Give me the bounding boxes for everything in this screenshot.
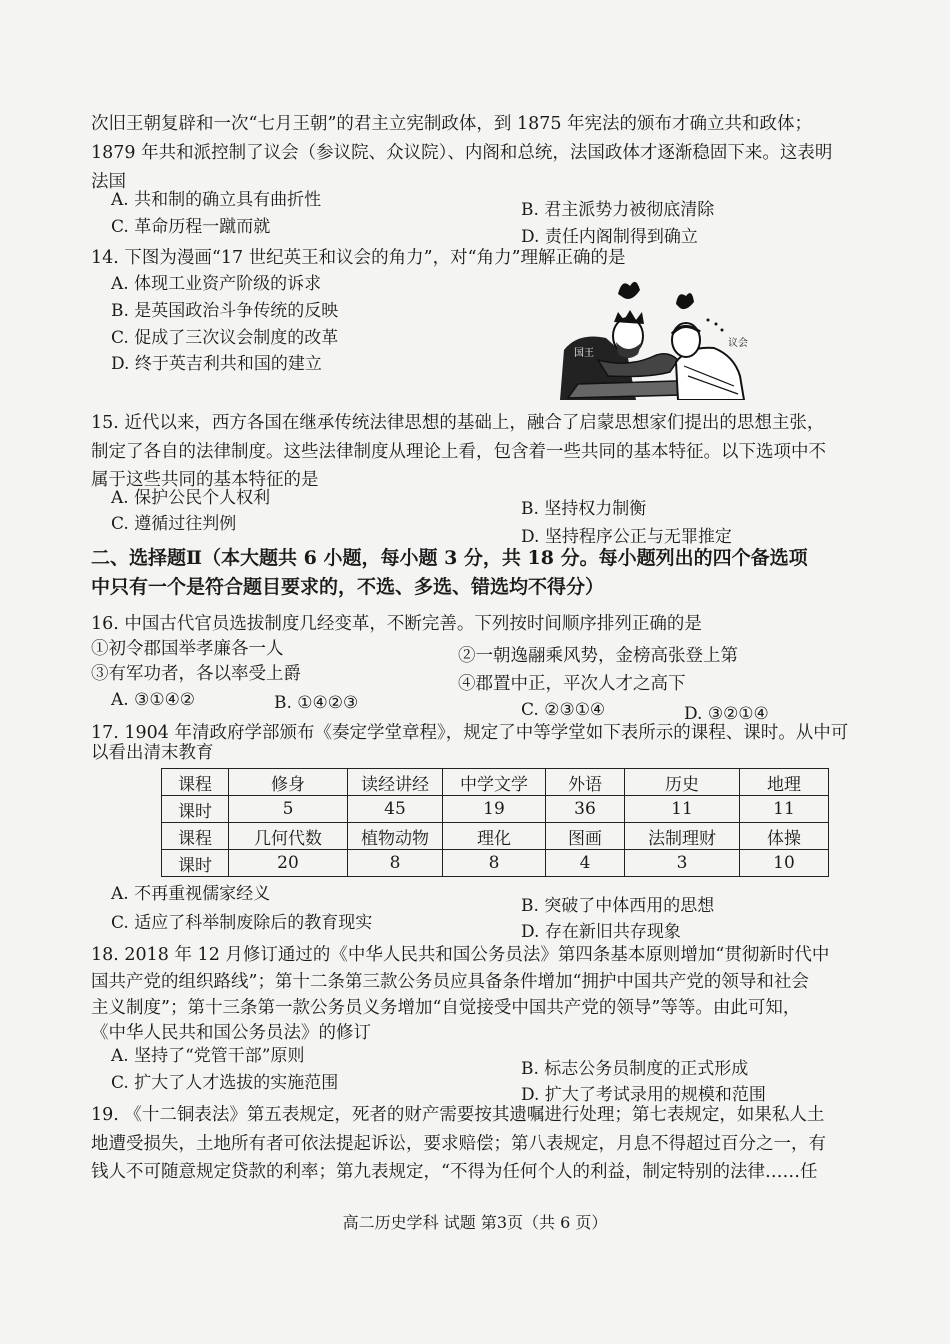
table-cell: 课程 bbox=[162, 769, 229, 796]
q13-option-d[interactable]: D. 责任内阁制得到确立 bbox=[521, 227, 698, 247]
table-cell: 体操 bbox=[740, 823, 829, 850]
table-cell: 课时 bbox=[162, 850, 229, 877]
q19-stem-line3: 钱人不可随意规定贷款的利率；第九表规定，“不得为任何个人的利益，制定特别的法律……任 bbox=[91, 1162, 818, 1182]
table-cell: 11 bbox=[625, 796, 740, 823]
q18-option-b[interactable]: B. 标志公务员制度的正式形成 bbox=[521, 1059, 749, 1079]
q16-option-a[interactable]: A. ③①④② bbox=[111, 690, 196, 710]
section-2-heading-line1: 二、选择题Ⅱ（本大题共 6 小题，每小题 3 分，共 18 分。每小题列出的四个备选项 bbox=[91, 547, 808, 569]
q15-stem-line2: 制定了各自的法律制度。这些法律制度从理论上看，包含着一些共同的基本特征。以下选项中不 bbox=[91, 442, 826, 462]
table-cell: 法制理财 bbox=[625, 823, 740, 850]
q18-option-d[interactable]: D. 扩大了考试录用的规模和范围 bbox=[521, 1085, 766, 1105]
table-cell: 理化 bbox=[443, 823, 546, 850]
table-cell: 中学文学 bbox=[443, 769, 546, 796]
q19-stem-line2: 地遭受损失，土地所有者可依法提起诉讼，要求赔偿；第八表规定，月息不得超过百分之一，有 bbox=[91, 1134, 826, 1154]
table-cell: 几何代数 bbox=[229, 823, 348, 850]
table-cell: 图画 bbox=[546, 823, 625, 850]
q16-item-4: ④郡置中正，平次人才之高下 bbox=[458, 674, 686, 694]
q15-stem-line3: 属于这些共同的基本特征的是 bbox=[91, 470, 319, 490]
table-cell: 36 bbox=[546, 796, 625, 823]
q14-option-c[interactable]: C. 促成了三次议会制度的改革 bbox=[111, 328, 339, 348]
table-cell: 课程 bbox=[162, 823, 229, 850]
q17-option-c[interactable]: C. 适应了科举制废除后的教育现实 bbox=[111, 913, 373, 933]
q18-stem-line2: 国共产党的组织路线”；第十二条第三款公务员应具备条件增加“拥护中国共产党的领导和社会 bbox=[91, 972, 809, 992]
table-cell: 20 bbox=[229, 850, 348, 877]
cartoon-label-parliament: 议会 bbox=[728, 338, 748, 349]
table-cell: 历史 bbox=[625, 769, 740, 796]
q16-option-c[interactable]: C. ②③①④ bbox=[521, 700, 606, 720]
q16-item-3: ③有军功者，各以率受上爵 bbox=[91, 664, 301, 684]
table-cell: 8 bbox=[348, 850, 443, 877]
q15-option-b[interactable]: B. 坚持权力制衡 bbox=[521, 499, 647, 519]
q16-item-1: ①初令郡国举孝廉各一人 bbox=[91, 639, 284, 659]
table-cell: 11 bbox=[740, 796, 829, 823]
table-cell: 修身 bbox=[229, 769, 348, 796]
q14-stem: 14. 下图为漫画“17 世纪英王和议会的角力”，对“角力”理解正确的是 bbox=[91, 248, 626, 268]
q15-stem-line1: 15. 近代以来，西方各国在继承传统法律思想的基础上，融合了启蒙思想家们提出的思想主张， bbox=[91, 413, 825, 433]
table-cell: 读经讲经 bbox=[348, 769, 443, 796]
table-cell: 19 bbox=[443, 796, 546, 823]
cartoon-king-vs-parliament-image bbox=[558, 276, 758, 400]
table-row bbox=[162, 823, 829, 850]
q13-stem-line1: 次旧王朝复辟和一次“七月王朝”的君主立宪制政体，到 1875 年宪法的颁布才确立共和政体； bbox=[91, 114, 813, 134]
q14-option-b[interactable]: B. 是英国政治斗争传统的反映 bbox=[111, 301, 339, 321]
q18-stem-line3: 主义制度”；第十三条第一款公务员义务增加“自觉接受中国共产党的领导”等等。由此可知， bbox=[91, 998, 801, 1018]
q19-stem-line1: 19. 《十二铜表法》第五表规定，死者的财产需要按其遗嘱进行处理；第七表规定，如果私人土 bbox=[91, 1105, 825, 1125]
section-2-heading-line2: 中只有一个是符合题目要求的，不选、多选、错选均不得分） bbox=[91, 576, 605, 598]
table-cell: 课时 bbox=[162, 796, 229, 823]
q18-option-a[interactable]: A. 坚持了“党管干部”原则 bbox=[111, 1046, 305, 1066]
table-cell: 45 bbox=[348, 796, 443, 823]
table-row bbox=[162, 850, 829, 877]
q15-option-d[interactable]: D. 坚持程序公正与无罪推定 bbox=[521, 527, 732, 547]
q17-stem-line2: 以看出清末教育 bbox=[91, 743, 214, 763]
table-cell: 3 bbox=[625, 850, 740, 877]
table-row bbox=[162, 769, 829, 796]
table-cell: 8 bbox=[443, 850, 546, 877]
table-cell: 外语 bbox=[546, 769, 625, 796]
q18-stem-line1: 18. 2018 年 12 月修订通过的《中华人民共和国公务员法》第四条基本原则增加“贯彻新时代中 bbox=[91, 945, 830, 965]
table-cell: 5 bbox=[229, 796, 348, 823]
table-row bbox=[162, 796, 829, 823]
q14-option-a[interactable]: A. 体现工业资产阶级的诉求 bbox=[111, 274, 322, 294]
q13-option-b[interactable]: B. 君主派势力被彻底清除 bbox=[521, 200, 715, 220]
q17-option-a[interactable]: A. 不再重视儒家经义 bbox=[111, 884, 271, 904]
cartoon-label-king: 国王 bbox=[574, 348, 594, 359]
q16-option-b[interactable]: B. ①④②③ bbox=[274, 693, 359, 713]
curriculum-table bbox=[161, 768, 829, 877]
q15-option-a[interactable]: A. 保护公民个人权利 bbox=[111, 488, 271, 508]
q15-option-c[interactable]: C. 遵循过往判例 bbox=[111, 514, 237, 534]
q16-option-d[interactable]: D. ③②①④ bbox=[684, 704, 769, 724]
table-cell: 4 bbox=[546, 850, 625, 877]
q13-option-a[interactable]: A. 共和制的确立具有曲折性 bbox=[111, 190, 322, 210]
q17-stem-line1: 17. 1904 年清政府学部颁布《奏定学堂章程》，规定了中等学堂如下表所示的课程、课时。从中可 bbox=[91, 723, 849, 743]
page-footer: 高二历史学科 试题 第3页（共 6 页） bbox=[342, 1213, 608, 1232]
q18-stem-line4: 《中华人民共和国公务员法》的修订 bbox=[91, 1023, 371, 1043]
q13-option-c[interactable]: C. 革命历程一蹴而就 bbox=[111, 217, 271, 237]
q17-option-d[interactable]: D. 存在新旧共存现象 bbox=[521, 922, 681, 942]
q18-option-c[interactable]: C. 扩大了人才选拔的实施范围 bbox=[111, 1073, 339, 1093]
table-cell: 10 bbox=[740, 850, 829, 877]
q14-option-d[interactable]: D. 终于英吉利共和国的建立 bbox=[111, 354, 322, 374]
q13-stem-line3: 法国 bbox=[91, 172, 126, 192]
table-cell: 地理 bbox=[740, 769, 829, 796]
table-cell: 植物动物 bbox=[348, 823, 443, 850]
q17-option-b[interactable]: B. 突破了中体西用的思想 bbox=[521, 896, 715, 916]
q16-item-2: ②一朝逸翮乘风势，金榜高张登上第 bbox=[458, 646, 738, 666]
q13-stem-line2: 1879 年共和派控制了议会（参议院、众议院）、内阁和总统，法国政体才逐渐稳固下来。这表明 bbox=[91, 143, 833, 163]
q16-stem: 16. 中国古代官员选拔制度几经变革，不断完善。下列按时间顺序排列正确的是 bbox=[91, 614, 702, 634]
